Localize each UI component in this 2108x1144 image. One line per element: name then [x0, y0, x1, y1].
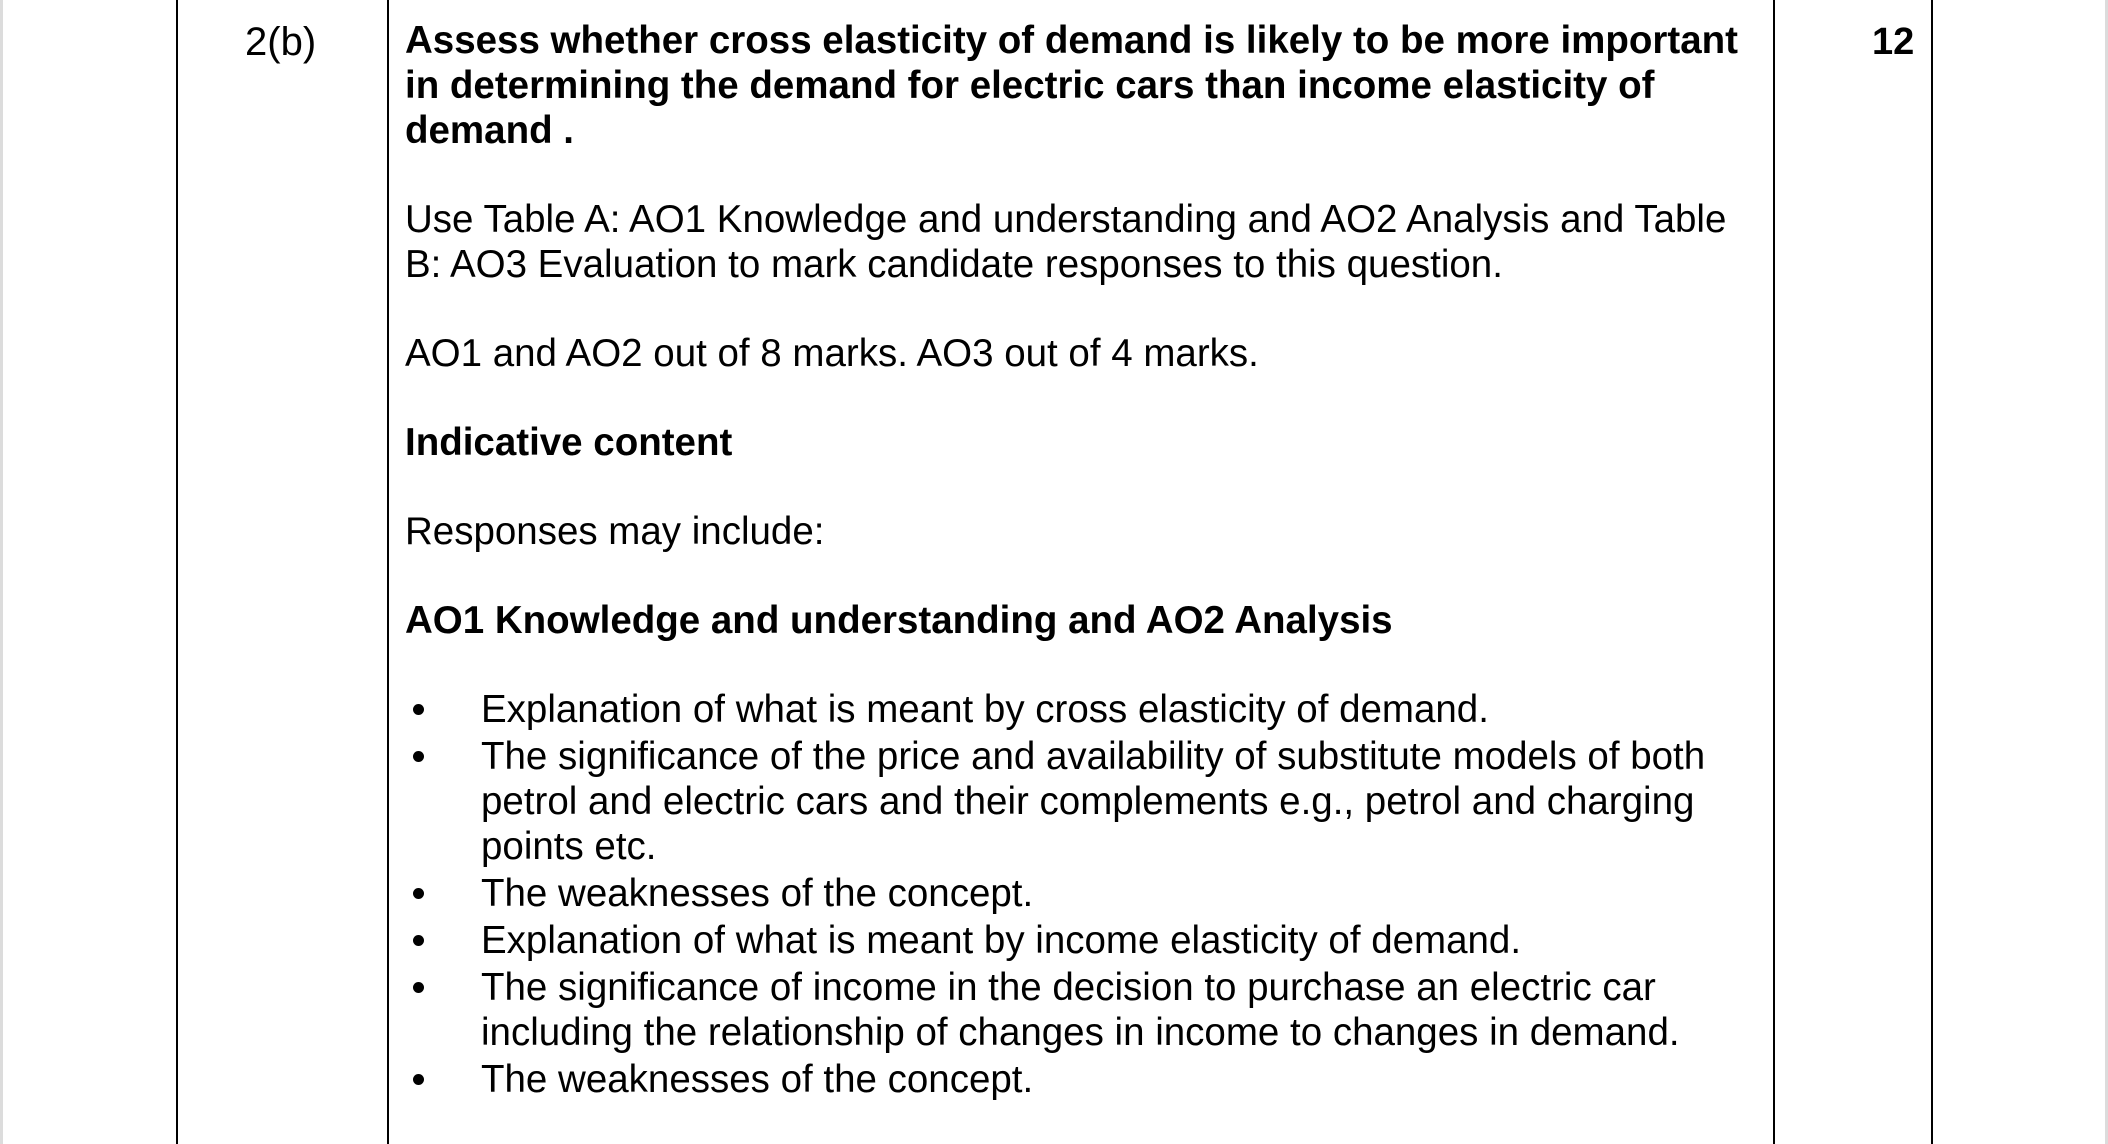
mark-scheme-cell [405, 18, 1770, 1102]
bullet-icon [413, 935, 424, 946]
page-edge-left [0, 0, 3, 1144]
list-item-text: The weaknesses of the concept. [481, 1058, 1034, 1101]
table-border-left [176, 0, 178, 1144]
bullet-icon [413, 751, 424, 762]
ao1-ao2-heading: AO1 Knowledge and understanding and AO2 Analysis [405, 599, 1393, 642]
indicative-points-list [405, 687, 1770, 1102]
list-item-text: The significance of the price and availability of substitute models of both petrol and electric cars and their complements e.g., petrol and charging points etc. [481, 735, 1706, 868]
indicative-content-heading: Indicative content [405, 421, 733, 464]
question-number: 2(b) [245, 20, 317, 64]
list-item [405, 687, 1770, 732]
bullet-icon [413, 888, 424, 899]
bullet-icon [413, 1074, 424, 1085]
list-item [405, 965, 1770, 1055]
mark-split: AO1 and AO2 out of 8 marks. AO3 out of 4 marks. [405, 332, 1259, 375]
list-item [405, 734, 1770, 869]
table-divider-question [387, 0, 389, 1144]
bullet-icon [413, 982, 424, 993]
list-item-text: Explanation of what is meant by income elasticity of demand. [481, 919, 1522, 962]
question-title: Assess whether cross elasticity of demand is likely to be more important in determining the demand for electric cars than income elasticity of demand . [405, 19, 1738, 152]
list-item-text: The significance of income in the decision to purchase an electric car including the relationship of changes in income to changes in demand. [481, 966, 1680, 1054]
list-item-text: Explanation of what is meant by cross elasticity of demand. [481, 688, 1489, 731]
table-border-right [1931, 0, 1933, 1144]
list-item-text: The weaknesses of the concept. [481, 872, 1034, 915]
list-item [405, 918, 1770, 963]
responses-intro: Responses may include: [405, 510, 825, 553]
table-instructions: Use Table A: AO1 Knowledge and understanding and AO2 Analysis and Table B: AO3 Evaluation to mark candidate responses to this question. [405, 198, 1727, 286]
list-item [405, 871, 1770, 916]
table-divider-marks [1773, 0, 1775, 1144]
bullet-icon [413, 704, 424, 715]
list-item [405, 1057, 1770, 1102]
question-marks: 12 [1872, 21, 1915, 63]
